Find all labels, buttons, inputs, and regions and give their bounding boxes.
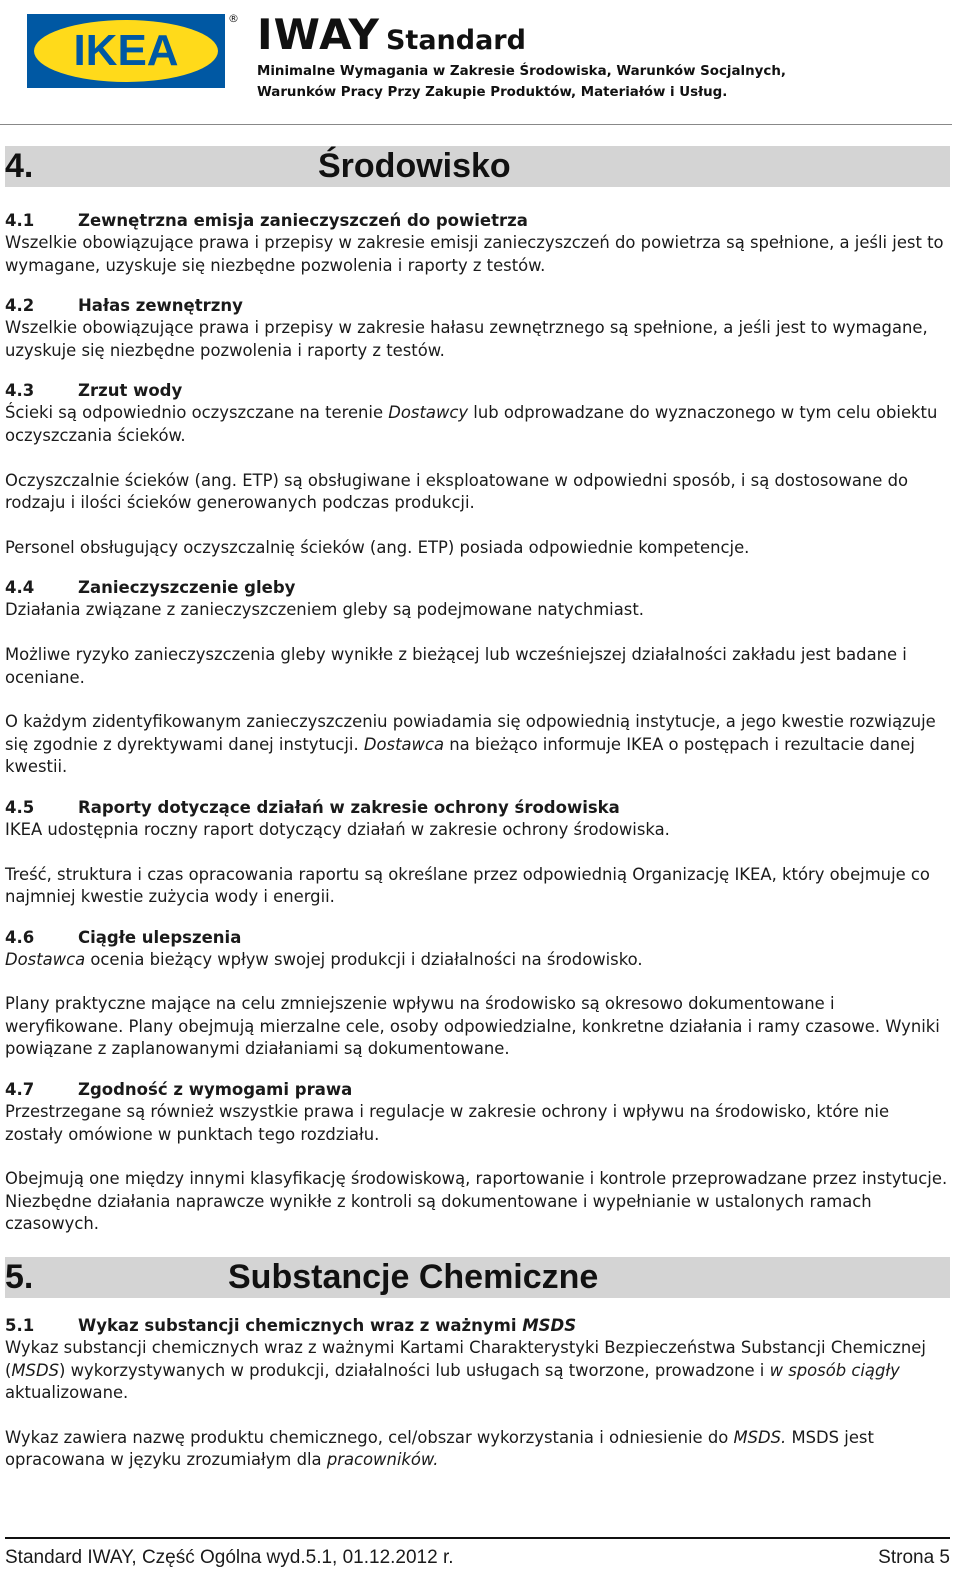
section-title: Zgodność z wymogami prawa [78, 1080, 353, 1100]
chapter-title: Substancje Chemiczne [228, 1258, 599, 1297]
section-number: 4.4 [5, 578, 35, 598]
text-run: na bieżąco informuje IKEA o postępach i rezultacie danej kwestii. [5, 734, 915, 777]
title-standard: Standard [385, 25, 526, 56]
page-header [0, 0, 960, 126]
section-heading-4-3 [5, 379, 950, 402]
paragraph: Wszelkie obowiązujące prawa i przepisy w zakresie emisji zanieczyszczeń do powietrza są spełnione, a jeśli jest to wymagane, uzyskuje się niezbędne pozwolenia i raporty z testów. [5, 233, 944, 275]
chapter-number: 4. [5, 147, 34, 185]
paragraph: Przestrzegane są również wszystkie prawa i regulacje w zakresie ochrony i wpływu na środowisko, które nie zostały omówione w punktach tego rozdziału. [5, 1102, 890, 1144]
paragraph: Oczyszczalnie ścieków (ang. ETP) są obsługiwane i eksploatowane w odpowiedni sposób, i są dostosowane do rodzaju i ilości ścieków generowanych podczas produkcji. [5, 470, 909, 513]
section-heading-5-1 [5, 1314, 950, 1337]
text-run: ) wykorzystywanych w produkcji, działalności lub usługach są tworzone, prowadzone i [58, 1360, 770, 1380]
paragraph: Obejmują one między innymi klasyfikację środowiskową, raportowanie i kontrole przeprowadzane przez instytucje. Niezbędne działania naprawcze wynikłe z kontroli są dokumentowane i wypełnianie w ustalonych ramach czasowych. [5, 1169, 948, 1234]
paragraph: Personel obsługujący oczyszczalnię ścieków (ang. ETP) posiada odpowiednie kompetencje. [5, 537, 750, 557]
chapter-number: 5. [5, 1258, 34, 1297]
paragraph: Plany praktyczne mające na celu zmniejszenie wpływu na środowisko są okresowo dokumentowane i weryfikowane. Plany obejmują mierzalne cele, osoby odpowiedzialne, konkretne działania i ramy czasowe. Wyniki powiązane z zaplanowanymi działaniami są dokumentowane. [5, 994, 940, 1059]
paragraph: Możliwe ryzyko zanieczyszczenia gleby wynikłe z bieżącej lub wcześniejszej działalności zakładu jest badane i oceniane. [5, 644, 907, 687]
text-run: aktualizowane. [5, 1383, 129, 1403]
logo-text: IKEA [73, 26, 179, 75]
text-run: Ścieki są odpowiednio oczyszczane na terenie [5, 403, 389, 423]
text-run-italic: MSDS. [733, 1427, 787, 1447]
section-number: 5.1 [5, 1316, 35, 1336]
page-footer [5, 1537, 950, 1575]
section-heading-4-5 [5, 796, 950, 819]
section-number: 4.2 [5, 296, 35, 316]
section-heading-4-6 [5, 926, 950, 949]
text-run: lub odprowadzane do wyznaczonego w tym celu obiektu oczyszczania ścieków. [5, 403, 938, 445]
section-title: Raporty dotyczące działań w zakresie ochrony środowiska [78, 797, 620, 817]
section-number: 4.1 [5, 211, 35, 230]
text-run: Wykaz zawiera nazwę produktu chemicznego, cel/obszar wykorzystania i odniesienie do [5, 1427, 734, 1447]
chapter-5-heading [5, 1257, 950, 1298]
paragraph [5, 711, 950, 779]
paragraph [5, 1427, 950, 1472]
text-run-italic: w sposób ciągły [769, 1360, 900, 1380]
section-heading-4-2 [5, 294, 950, 317]
text-run: O każdym zidentyfikowanym zanieczyszczeniu powiadamia się odpowiednią instytucje, a jego kwestie rozwiązuje się zgodnie z dyrektywami danej instytucji. [5, 712, 936, 754]
text-run-italic: Dostawca [363, 734, 445, 754]
section-title: Ciągłe ulepszenia [78, 927, 242, 947]
paragraph: Treść, struktura i czas opracowania raportu są określane przez odpowiednią Organizację IKEA, który obejmuje co najmniej kwestie zużycia wody i energii. [5, 864, 930, 907]
section-title: Wykaz substancji chemicznych wraz z ważnymi [78, 1316, 523, 1336]
document-title [257, 10, 526, 59]
paragraph: Wszelkie obowiązujące prawa i przepisy w zakresie hałasu zewnętrznego są spełnione, a jeśli jest to wymagane, uzyskuje się niezbędne pozwolenia i raporty z testów. [5, 318, 928, 360]
text-run-italic: pracowników. [326, 1450, 439, 1470]
paragraph [5, 949, 950, 972]
paragraph [5, 402, 950, 447]
section-title: Zanieczyszczenie gleby [78, 578, 296, 598]
page-content [5, 146, 950, 1472]
text-run: MSDS jest opracowana w języku zrozumiałym dla [5, 1427, 874, 1470]
text-run-italic: Dostawcy [388, 403, 469, 423]
text-run: ocenia bieżący wpływ swojej produkcji i działalności na środowisko. [85, 949, 643, 969]
section-title: Zewnętrzna emisja zanieczyszczeń do powietrza [78, 211, 528, 230]
ikea-logo [27, 14, 225, 88]
paragraph [5, 1337, 950, 1405]
section-heading-4-1 [5, 209, 950, 232]
section-number: 4.6 [5, 927, 35, 947]
text-run-italic: MSDS [11, 1360, 59, 1380]
section-number: 4.5 [5, 797, 35, 817]
chapter-title: Środowisko [318, 147, 511, 185]
paragraph: Działania związane z zanieczyszczeniem gleby są podejmowane natychmiast. [5, 600, 644, 620]
paragraph: IKEA udostępnia roczny raport dotyczący działań w zakresie ochrony środowiska. [5, 819, 670, 839]
footer-document-info: Standard IWAY, Część Ogólna wyd.5.1, 01.12.2012 r. [5, 1547, 454, 1568]
section-number: 4.7 [5, 1080, 35, 1100]
title-iway: IWAY [257, 10, 380, 59]
header-divider [0, 124, 952, 125]
subtitle-line-1: Minimalne Wymagania w Zakresie Środowiska, Warunków Socjalnych, [257, 64, 786, 79]
section-title-italic: MSDS [522, 1316, 577, 1336]
page-number: Strona 5 [878, 1547, 950, 1568]
section-number: 4.3 [5, 381, 35, 401]
section-heading-4-4 [5, 576, 950, 599]
section-title: Hałas zewnętrzny [78, 296, 243, 316]
registered-mark: ® [228, 12, 239, 25]
section-heading-4-7 [5, 1078, 950, 1101]
chapter-4-heading [5, 146, 950, 187]
section-title: Zrzut wody [78, 381, 183, 401]
subtitle-line-2: Warunków Pracy Przy Zakupie Produktów, Materiałów i Usług. [257, 85, 728, 100]
text-run-italic: Dostawca [5, 949, 86, 969]
text-run: Wykaz substancji chemicznych wraz z ważnymi Kartami Charakterystyki Bezpieczeństwa Substancji Chemicznej ( [5, 1338, 926, 1380]
